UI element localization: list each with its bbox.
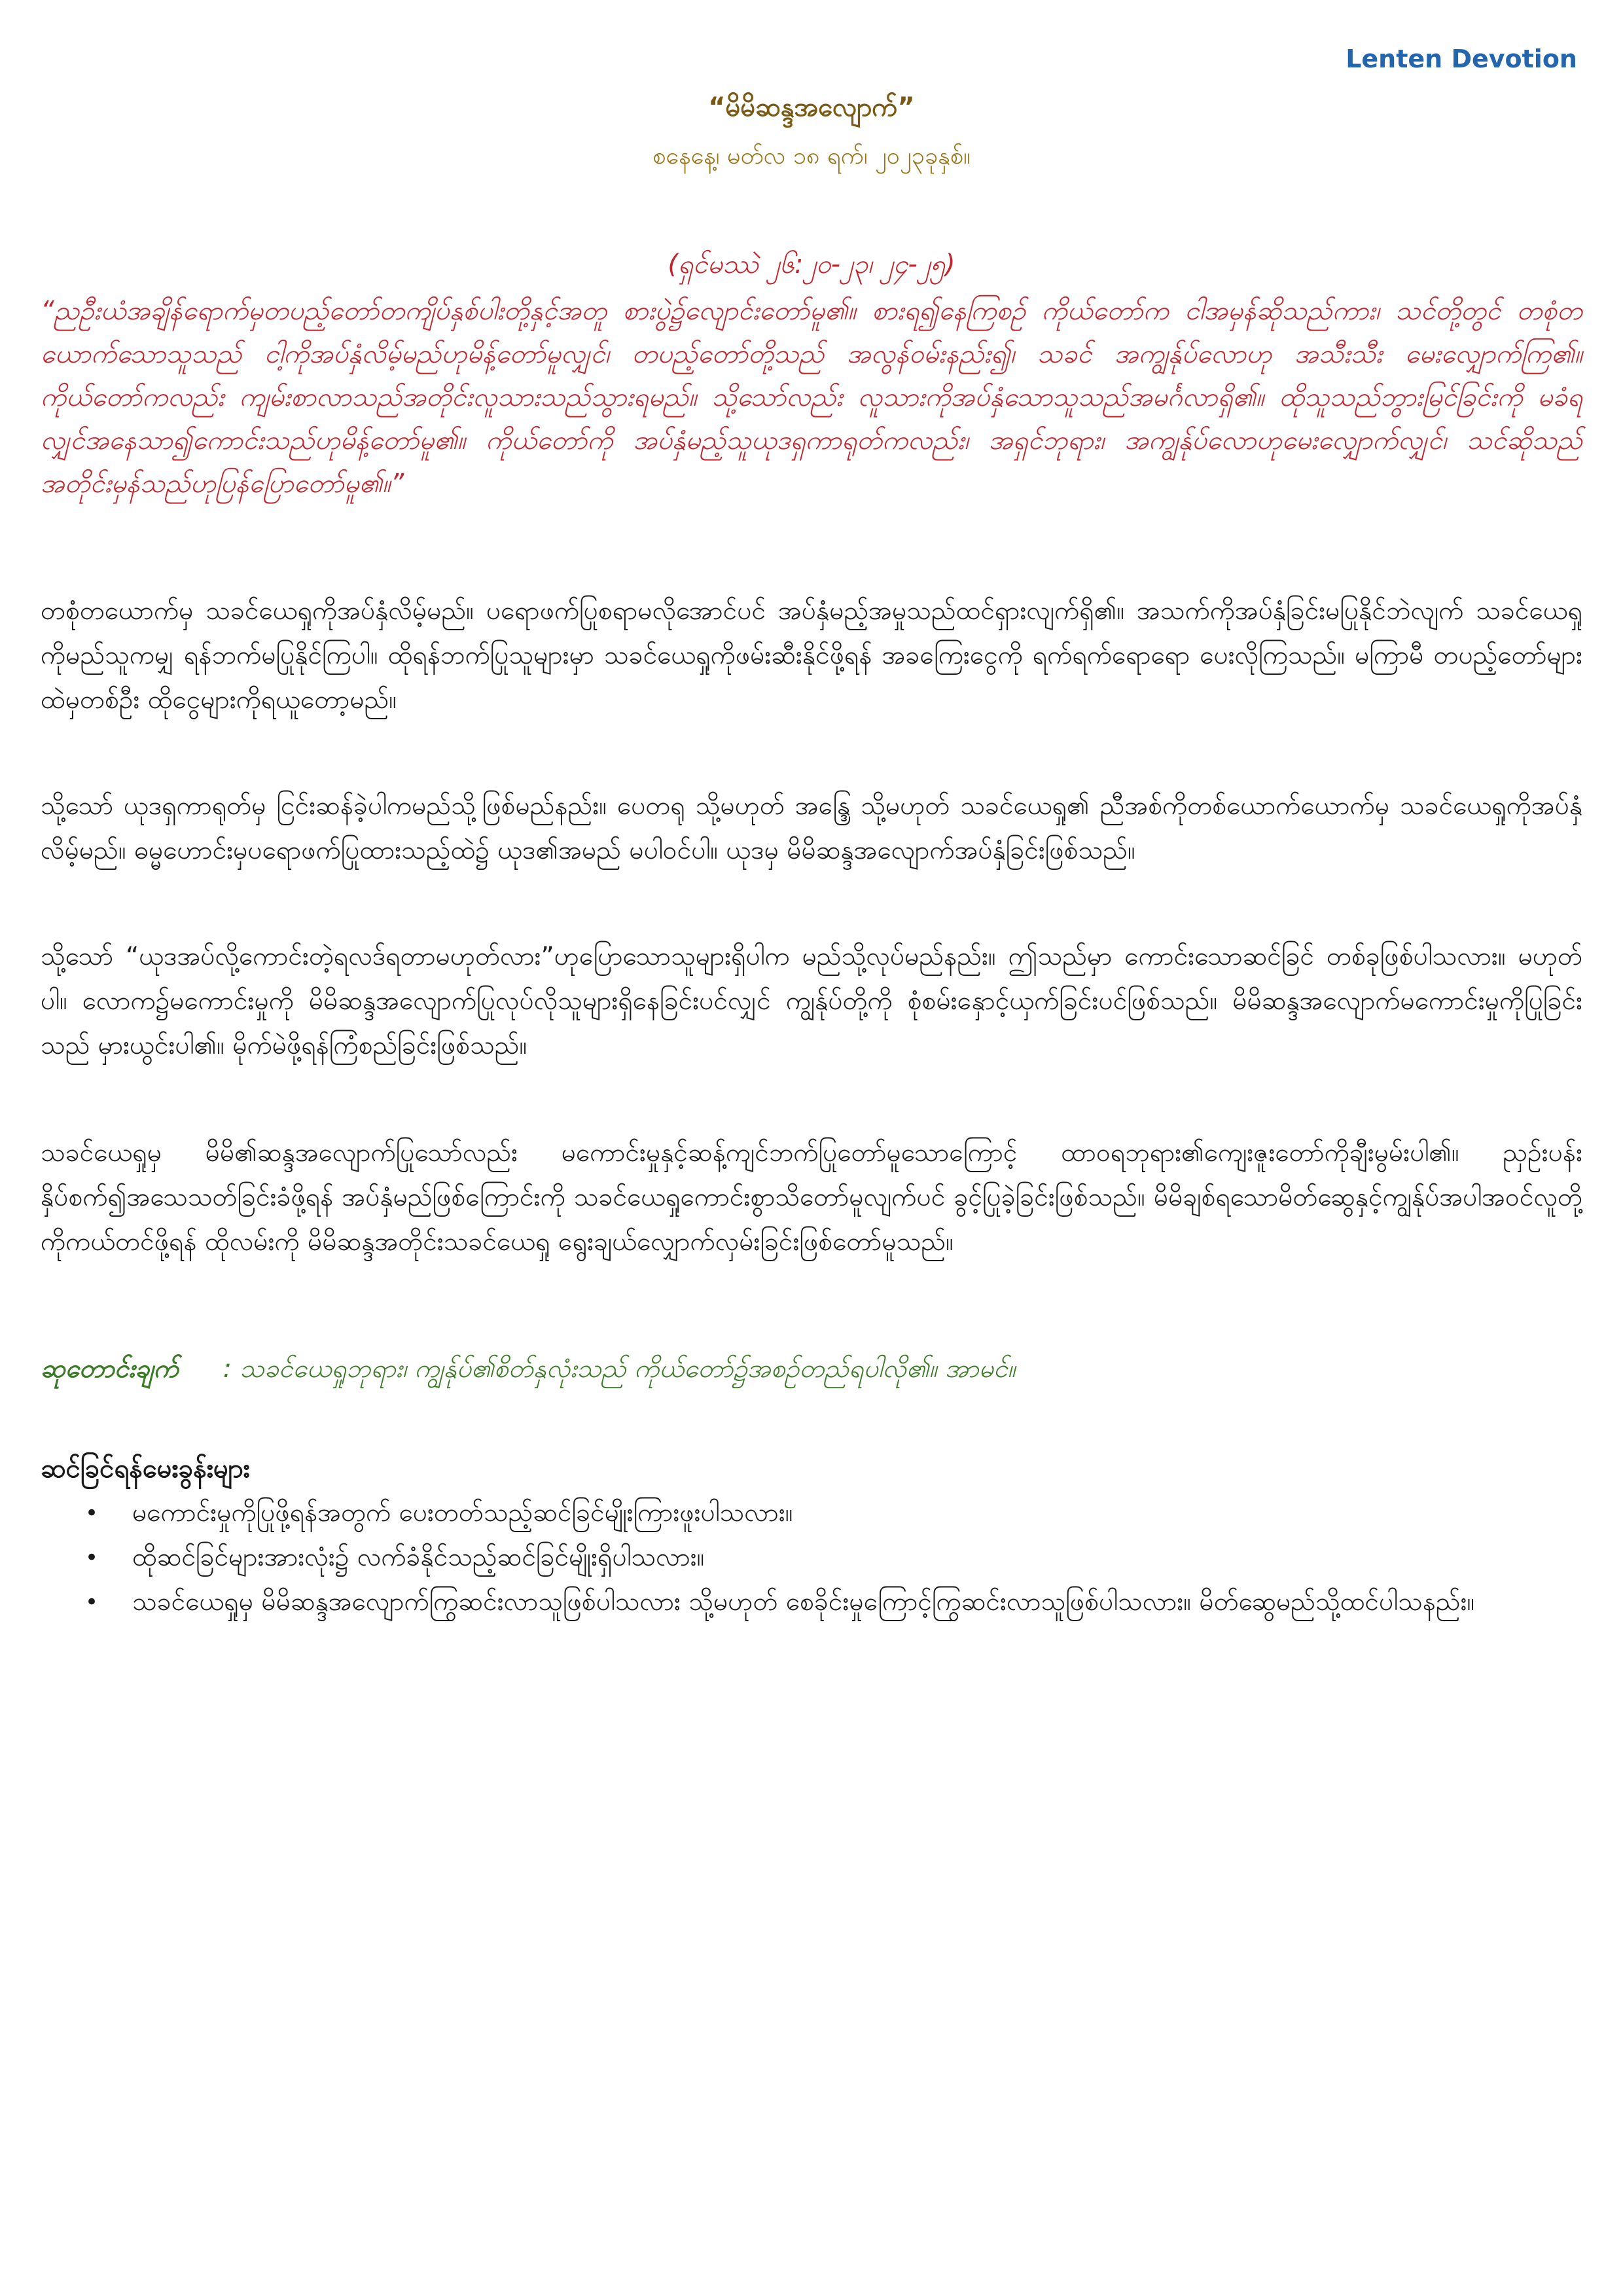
bullet-icon: •: [85, 1545, 99, 1571]
devotion-title: “မိမိဆန္ဒအလျောက်”: [708, 92, 915, 122]
question-text: သခင်ယေရှုမှ မိမိဆန္ဒအလျောက်ကြွဆင်းလာသူဖြစ်ပါသလား သို့မဟုတ် စေခိုင်းမှုကြောင့်ကြွဆင်းလာသူဖြစ်ပါသလား။ မိတ်ဆွေမည်သို့ထင်ပါသနည်း။: [132, 1587, 1475, 1617]
paragraph-3: သို့သော် “ယုဒအပ်လို့ကောင်းတဲ့ရလဒ်ရတာမဟုတ်လား”ဟုပြောသောသူများရှိပါက မည်သို့လုပ်မည်နည်း။ ဤသည်မှာ ကောင်းသောဆင်ခြင် တစ်ခုဖြစ်ပါသလား။ မဟုတ်ပါ။ လောက၌မကောင်းမှုကို မိမိဆန္ဒအလျောက်ပြုလုပ်လိုသူများရှိနေခြင်းပင်လျှင် ကျွန်ုပ်တို့ကို စုံစမ်းနှောင့်ယှက်ခြင်းပင်ဖြစ်သည်။ မိမိဆန္ဒအလျောက်မကောင်းမှုကိုပြုခြင်းသည် မှားယွင်းပါ၏။ မိုက်မဲဖို့ရန်ကြံစည်ခြင်းဖြစ်သည်။: [41, 942, 1582, 1060]
prayer-text: : သခင်ယေရှုဘုရား၊ ကျွန်ုပ်၏စိတ်နှလုံးသည် ကိုယ်တော်၌အစဉ်တည်ရပါလို၏။ အာမင်။: [223, 1354, 1016, 1384]
scripture-text: “ညဦးယံအချိန်ရောက်မှတပည့်တော်တကျိပ်နှစ်ပါးတို့နှင့်အတူ စားပွဲ၌လျောင်းတော်မူ၏။ စားရ၍နေကြစဉ် ကိုယ်တော်က ငါအမှန်ဆိုသည်ကား၊ သင်တို့တွင် တစုံတယောက်သောသူသည် ငါ့ကိုအပ်နှံလိမ့်မည်ဟုမိန့်တော်မူလျှင်၊ တပည့်တော်တို့သည် အလွန်ဝမ်းနည်း၍၊ သခင် အကျွန်ုပ်လောဟု အသီးသီး မေးလျှောက်ကြ၏။ ကိုယ်တော်ကလည်း ကျမ်းစာလာသည်အတိုင်းလူသားသည်သွားရမည်။ သို့သော်လည်း လူသားကိုအပ်နှံသောသူသည်အမင်္ဂလာရှိ၏။ ထိုသူသည်ဘွားမြင်ခြင်းကို မခံရလျှင်အနေသာ၍ကောင်းသည်ဟုမိန့်တော်မူ၏။ ကိုယ်တော်ကို အပ်နှံမည့်သူယုဒရှကာရုတ်ကလည်း၊ အရှင်ဘုရား၊ အကျွန်ုပ်လောဟုမေးလျှောက်လျှင်၊ သင်ဆိုသည်အတိုင်းမှန်သည်ဟုပြန်ပြောတော်မူ၏။”: [41, 296, 1582, 499]
header-tag: Lenten Devotion: [1346, 45, 1577, 73]
paragraph-4: သခင်ယေရှုမှ မိမိ၏ဆန္ဒအလျောက်ပြုသော်လည်း မကောင်းမှုနှင့်ဆန့်ကျင်ဘက်ပြုတော်မူသောကြောင့် ထာဝရဘုရား၏ကျေးဇူးတော်ကိုချီးမွမ်းပါ၏။ ညှဉ်းပန်းနှိပ်စက်၍အသေသတ်ခြင်းခံဖို့ရန် အပ်နှံမည်ဖြစ်ကြောင်းကို သခင်ယေရှုကောင်းစွာသိတော်မူလျက်ပင် ခွင့်ပြုခဲ့ခြင်းဖြစ်သည်။ မိမိချစ်ရသောမိတ်ဆွေနှင့်ကျွန်ုပ်အပါအဝင်လူတို့ကိုကယ်တင်ဖို့ရန် ထိုလမ်းကို မိမိဆန္ဒအတိုင်းသခင်ယေရှု ရွေးချယ်လျှောက်လှမ်းခြင်းဖြစ်တော်မူသည်။: [41, 1138, 1582, 1257]
scripture-reference: (ရှင်မဿဲ ၂၆:၂၀-၂၃၊ ၂၄-၂၅): [668, 249, 955, 279]
paragraph-2: သို့သော် ယုဒရှကာရုတ်မှ ငြင်းဆန်ခဲ့ပါကမည်သို့ဖြစ်မည်နည်း။ ပေတရု သို့မဟုတ် အန္ဒြေ သို့မဟုတ် သခင်ယေရှု၏ ညီအစ်ကိုတစ်ယောက်ယောက်မှ သခင်ယေရှုကိုအပ်နှံလိမ့်မည်။ ဓမ္မဟောင်းမှပရောဖက်ပြုထားသည့်ထဲ၌ ယုဒ၏အမည် မပါဝင်ပါ။ ယုဒမှ မိမိဆန္ဒအလျောက်အပ်နှံခြင်းဖြစ်သည်။: [41, 791, 1582, 865]
questions-list: [41, 1491, 1582, 1624]
prayer-label: ဆုတောင်းချက်: [41, 1354, 179, 1384]
bullet-icon: •: [85, 1589, 99, 1615]
question-item: [41, 1580, 1582, 1624]
question-text: ထိုဆင်ခြင်များအားလုံး၌ လက်ခံနိုင်သည့်ဆင်ခြင်မျိုးရှိပါသလား။: [132, 1543, 705, 1572]
paragraph-1: တစုံတယောက်မှ သခင်ယေရှုကိုအပ်နှံလိမ့်မည်။ ပရောဖက်ပြုစရာမလိုအောင်ပင် အပ်နှံမည့်အမှုသည်ထင်ရှားလျက်ရှိ၏။ အသက်ကိုအပ်နှံခြင်းမပြုနိုင်ဘဲလျက် သခင်ယေရှုကိုမည်သူကမျှ ရန်ဘက်မပြုနိုင်ကြပါ။ ထိုရန်ဘက်ပြုသူများမှာ သခင်ယေရှုကိုဖမ်းဆီးနိုင်ဖို့ရန် အခကြေးငွေကို ရက်ရက်ရောရော ပေးလိုကြသည်။ မကြာမီ တပည့်တော်များထဲမှတစ်ဦး ထိုငွေများကိုရယူတော့မည်။: [41, 596, 1582, 715]
devotion-date: စနေနေ့၊ မတ်လ ၁၈ ရက်၊ ၂၀၂၃ခုနှစ်။: [652, 143, 971, 170]
question-text: မကောင်းမှုကိုပြုဖို့ရန်အတွက် ပေးတတ်သည့်ဆင်ခြင်မျိုးကြားဖူးပါသလား။: [132, 1498, 793, 1528]
questions-heading: ဆင်ခြင်ရန်မေးခွန်းများ: [41, 1454, 250, 1484]
question-item: [41, 1535, 1582, 1580]
bullet-icon: •: [85, 1500, 99, 1526]
prayer: [41, 1347, 1582, 1391]
question-item: [41, 1491, 1582, 1535]
